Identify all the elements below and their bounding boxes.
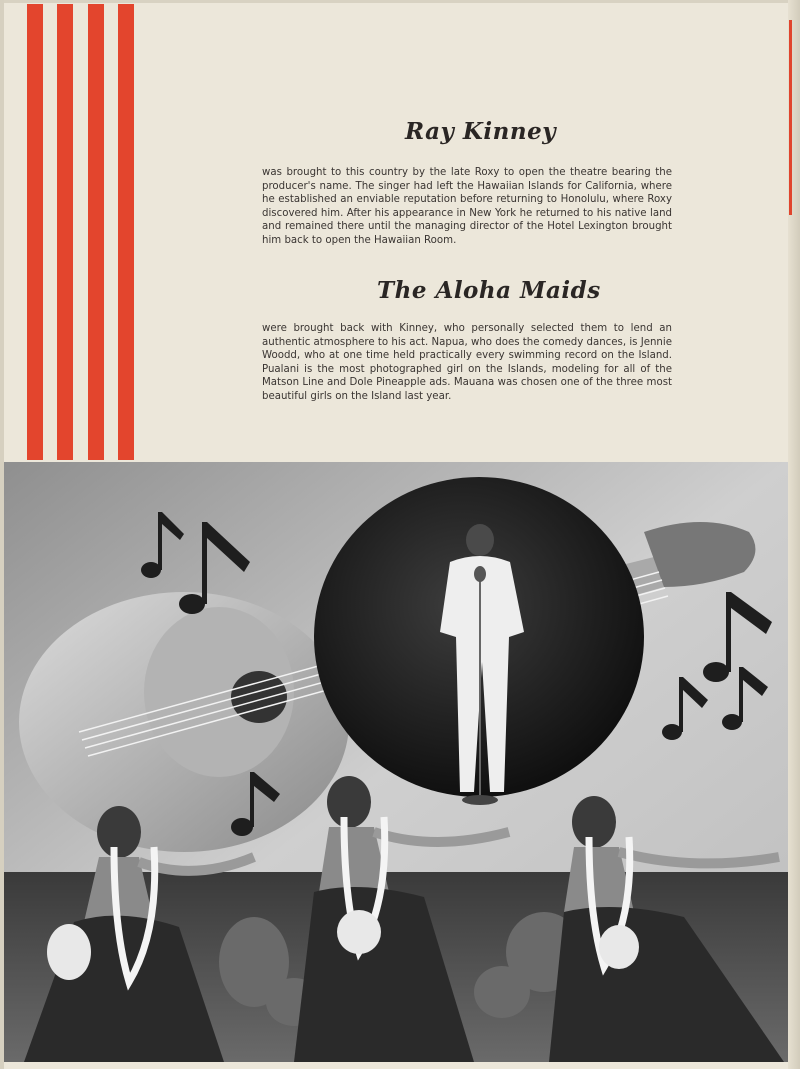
stage-photo-illustration — [4, 462, 788, 1062]
red-edge-mark — [789, 20, 792, 215]
red-stripe — [27, 4, 43, 460]
section-body-aloha-maids: were brought back with Kinney, who personally selected them to lend an authentic atmosphere to his act. Napua, who does the comedy dances, is Jennie Woodd, who at one time held practically every swimming record on the Island. Pualani is the most photographed girl on the Islands, modeling for all of the Matson Line and Dole Pineapple ads. Mauana was chosen one of the three most beautiful girls on the Island last year. — [262, 323, 672, 402]
section-body-ray-kinney: was brought to this country by the late Roxy to open the theatre bearing the producer's name. The singer had left the Hawaiian Islands for California, where he established an enviable reputation before returning to Honolulu, where Roxy discovered him. After his appearance in New York he returned to his native land and remained there until the managing director of the Hotel Lexington brought him back to open the Hawaiian Room. — [262, 167, 672, 246]
stage-photograph — [4, 462, 788, 1062]
section-heading-aloha-maids: The Aloha Maids — [377, 277, 601, 304]
red-stripe — [118, 4, 134, 460]
red-stripes-decoration — [0, 0, 140, 462]
red-stripe — [88, 4, 104, 460]
section-heading-ray-kinney: Ray Kinney — [405, 118, 557, 145]
red-stripe — [57, 4, 73, 460]
